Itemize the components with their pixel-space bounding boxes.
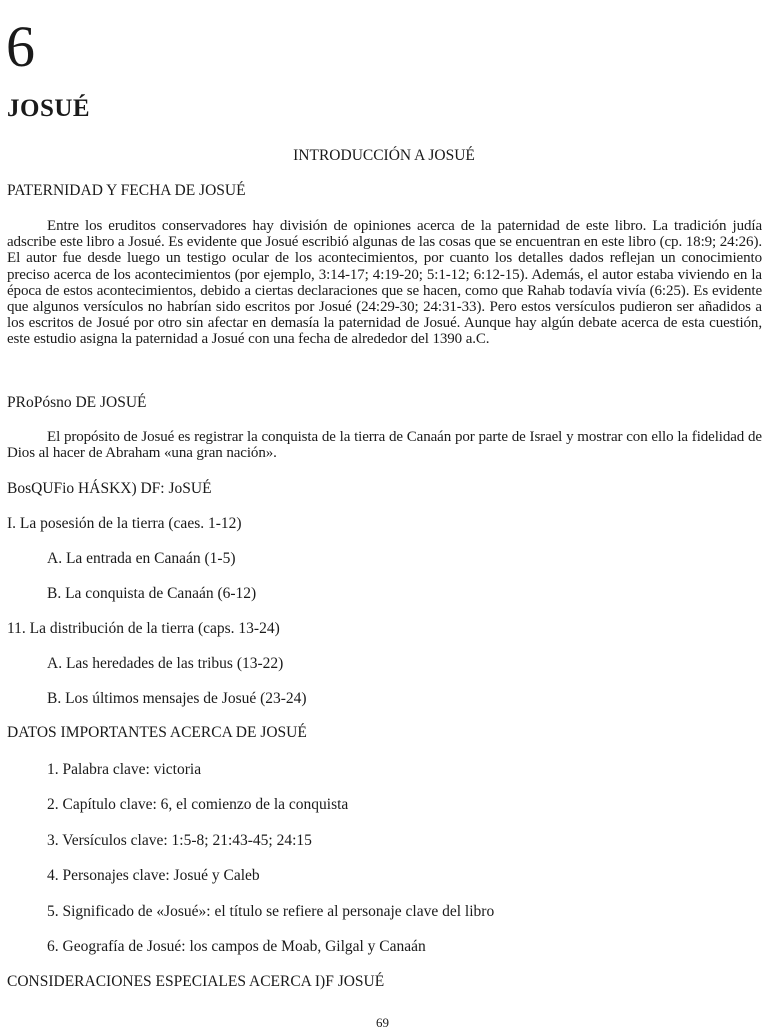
page-number: 69	[376, 1015, 389, 1030]
facts-heading: DATOS IMPORTANTES ACERCA DE JOSUÉ	[7, 724, 307, 741]
facts-item: 5. Significado de «Josué»: el título se refiere al personaje clave del libro	[47, 903, 495, 920]
purpose-paragraph: El propósito de Josué es registrar la conquista de la tierra de Canaán por parte de Israel y mostrar con ello la fidelidad de Dios al hacer de Abraham «una gran nación».	[7, 429, 762, 462]
outline-heading: BosQUFio HÁSKX) DF: JoSUÉ	[7, 480, 212, 497]
facts-item: 6. Geografía de Josué: los campos de Moab, Gilgal y Canaán	[47, 938, 426, 955]
chapter-number: 6	[6, 14, 35, 79]
purpose-heading: PRoPósno DE JOSUÉ	[7, 394, 147, 411]
authorship-heading: PATERNIDAD Y FECHA DE JOSUÉ	[7, 182, 246, 199]
outline-item: B. Los últimos mensajes de Josué (23-24)	[47, 690, 307, 707]
special-heading: CONSIDERACIONES ESPECIALES ACERCA I)F JOSUÉ	[7, 973, 385, 990]
facts-item: 1. Palabra clave: victoria	[47, 761, 202, 778]
facts-item: 4. Personajes clave: Josué y Caleb	[47, 867, 260, 884]
outline-item: B. La conquista de Canaán (6-12)	[47, 585, 257, 602]
facts-item: 2. Capítulo clave: 6, el comienzo de la conquista	[47, 796, 349, 813]
outline-item: I. La posesión de la tierra (caes. 1-12)	[7, 515, 242, 532]
facts-item: 3. Versículos clave: 1:5-8; 21:43-45; 24:15	[47, 832, 312, 849]
outline-item: 11. La distribución de la tierra (caps. 13-24)	[7, 620, 280, 637]
chapter-title: JOSUÉ	[7, 95, 91, 122]
authorship-paragraph: Entre los eruditos conservadores hay división de opiniones acerca de la paternidad de este libro. La tradición judía adscribe este libro a Josué. Es evidente que Josué escribió algunas de las cosas que se encuentran en este libro (cp. 18:9; 24:26). El autor fue desde luego un testigo ocular de los acontecimientos, por cuanto los detalles dados reflejan un conocimiento preciso acerca de los acontecimientos (por ejemplo, 3:14-17; 4:19-20; 5:1-12; 6:12-15). Además, el autor estaba viviendo en la época de estos acontecimientos, debido a ciertas declaraciones que se hacen, como que Rahab todavía vivía (6:25). Es evidente que algunos versículos no habrían sido escritos por Josué (24:29-30; 24:31-33). Pero estos versículos pudieron ser añadidos a los escritos de Josué por otro sin afectar en demasía la paternidad de Josué. Aunque hay algún debate acerca de esta cuestión, este estudio asigna la paternidad a Josué con una fecha de alrededor del 1390 a.C.	[7, 218, 762, 348]
outline-item: A. Las heredades de las tribus (13-22)	[47, 655, 284, 672]
intro-title: INTRODUCCIÓN A JOSUÉ	[293, 147, 475, 164]
outline-item: A. La entrada en Canaán (1-5)	[47, 550, 236, 567]
